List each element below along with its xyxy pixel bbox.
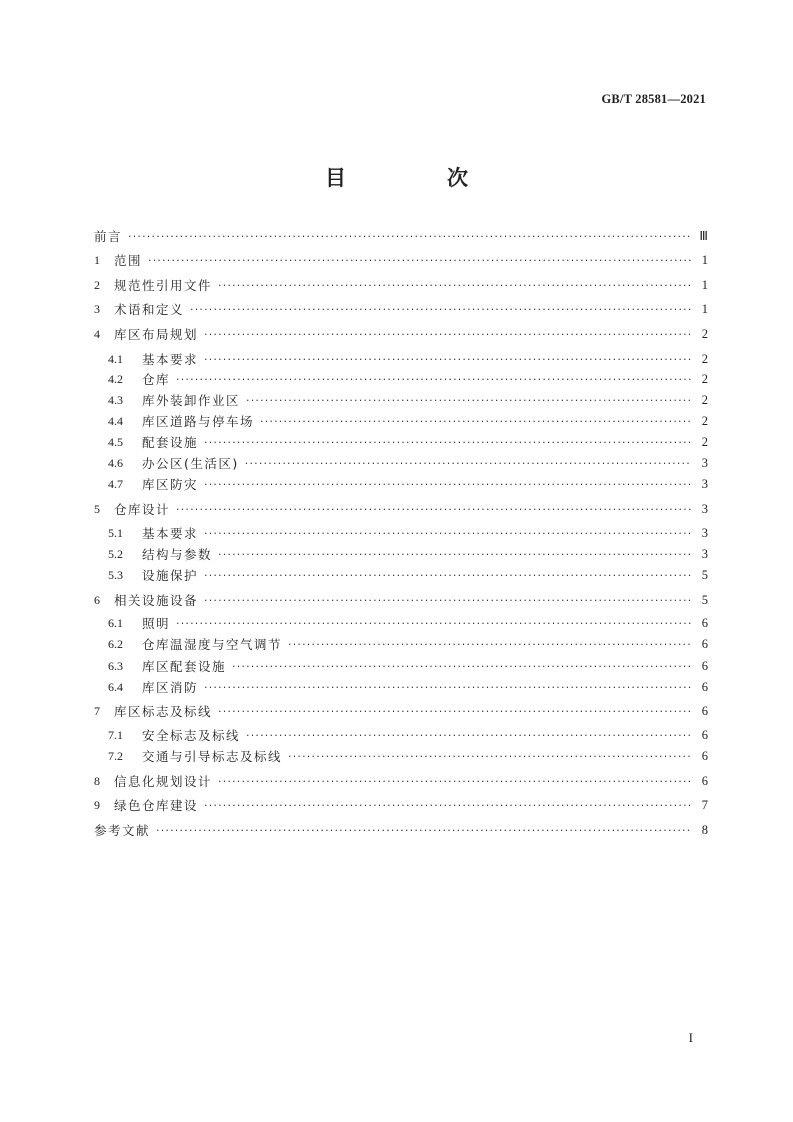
toc-entry-title: 信息化规划设计 [114,774,213,789]
toc-entry-title: 基本要求 [142,352,199,367]
toc-leader-dots [246,395,692,406]
toc-entry-title: 范围 [114,253,143,268]
toc-entry-number: 4.6 [108,455,123,470]
toc-entry[interactable] [94,634,708,654]
toc-title: 目 次 [325,166,508,190]
toc-entry-number: 1 [94,252,100,267]
toc-leader-dots [232,661,692,672]
toc-entry[interactable] [94,677,708,697]
toc-entry[interactable] [94,523,708,543]
toc-entry-title: 术语和定义 [114,302,185,317]
toc-entry-number: 4.1 [108,351,123,366]
toc-entry-title: 基本要求 [142,526,199,541]
toc-entry-number: 4.2 [108,371,123,386]
toc-entry-title: 库区布局规划 [114,327,199,342]
toc-entry-title: 库区配套设施 [142,659,227,674]
toc-entry-title: 相关设施设备 [114,593,199,608]
toc-entry-number: 5.1 [108,525,123,540]
toc-entry-page: 2 [701,434,708,449]
toc-entry-title: 绿色仓库建设 [114,798,199,813]
toc-leader-dots [176,504,692,515]
toc-entry-page: 1 [701,252,708,267]
toc-leader-dots [218,280,692,291]
toc-leader-dots [190,304,692,315]
toc-entry[interactable] [94,453,708,473]
toc-leader-dots [288,751,692,762]
toc-entry[interactable] [94,565,708,585]
toc-entry-title: 库区标志及标线 [114,704,213,719]
toc-entry-page: 2 [701,351,708,366]
toc-entry[interactable] [94,411,708,431]
toc-entry-title: 库区防灾 [142,477,199,492]
toc-entry-number: 5.3 [108,567,123,582]
toc-leader-dots [218,549,692,560]
toc-entry-title: 仓库 [142,372,171,387]
toc-entry-page: Ⅲ [699,229,708,243]
toc-entry-page: 3 [701,476,708,491]
toc-leader-dots [218,776,692,787]
toc-entry-number: 6 [94,592,100,607]
toc-entry[interactable] [94,656,708,676]
toc-entry-title: 设施保护 [142,568,199,583]
toc-entry[interactable] [94,226,708,246]
toc-entry-title: 参考文献 [94,823,151,838]
toc-entry-title: 仓库设计 [114,502,171,517]
toc-entry-title: 办公区(生活区) [142,456,239,471]
toc-leader-dots [204,682,692,693]
toc-entry-page: 2 [701,392,708,407]
toc-entry-number: 9 [94,797,100,812]
toc-entry-title: 库区消防 [142,680,199,695]
toc-entry-page: 6 [701,727,708,742]
toc-entry[interactable] [94,499,708,519]
toc-entry-page: 6 [701,679,708,694]
toc-entry[interactable] [94,590,708,610]
toc-leader-dots [176,374,692,385]
toc-entry-page: 7 [701,797,708,812]
toc-entry-title: 结构与参数 [142,547,213,562]
toc-entry-page: 6 [701,748,708,763]
toc-entry-page: 1 [701,277,708,292]
toc-entry-number: 3 [94,301,100,316]
toc-entry-title: 库外装卸作业区 [142,393,241,408]
toc-entry-number: 6.3 [108,658,123,673]
toc-entry-number: 4.5 [108,434,123,449]
toc-entry-number: 4.4 [108,413,123,428]
toc-entry-page: 3 [701,455,708,470]
toc-entry-number: 6.1 [108,615,123,630]
toc-entry-page: 3 [701,546,708,561]
toc-entry[interactable] [94,369,708,389]
toc-entry-number: 8 [94,773,100,788]
toc-entry-title: 库区道路与停车场 [142,414,255,429]
toc-leader-dots [156,825,692,836]
toc-leader-dots [204,479,692,490]
toc-leader-dots [204,595,692,606]
toc-entry[interactable] [94,613,708,633]
toc-entry-page: 6 [701,636,708,651]
toc-entry-page: 5 [701,592,708,607]
toc-entry[interactable] [94,324,708,344]
toc-entry[interactable] [94,725,708,745]
toc-entry-page: 2 [701,326,708,341]
toc-entry[interactable] [94,701,708,721]
toc-entry-page: 6 [701,658,708,673]
toc-entry-number: 4.7 [108,476,123,491]
toc-entry-title: 照明 [142,616,171,631]
toc-entry[interactable] [94,299,708,319]
toc-entry[interactable] [94,390,708,410]
toc-leader-dots [176,618,692,629]
toc-entry-page: 8 [701,822,708,837]
toc-entry-number: 7.2 [108,748,123,763]
toc-entry-title: 配套设施 [142,435,199,450]
toc-entry-page: 6 [701,703,708,718]
toc-entry[interactable] [94,275,708,295]
toc-leader-dots [245,458,692,469]
toc-leader-dots [246,730,692,741]
toc-leader-dots [204,528,692,539]
toc-entry-title: 仓库温湿度与空气调节 [142,637,283,652]
toc-leader-dots [260,416,692,427]
toc-entry-number: 4 [94,326,100,341]
toc-entry[interactable] [94,771,708,791]
toc-entry-page: 6 [701,615,708,630]
toc-entry-title: 规范性引用文件 [114,278,213,293]
toc-entry[interactable] [94,544,708,564]
toc-entry-page: 6 [701,773,708,788]
toc-entry[interactable] [94,746,708,766]
toc-entry-number: 6.4 [108,679,123,694]
toc-leader-dots [148,255,692,266]
toc-entry-page: 2 [701,371,708,386]
toc-entry[interactable] [94,250,708,270]
toc-entry-number: 7.1 [108,727,123,742]
toc-entry-title: 前言 [94,229,123,244]
toc-leader-dots [288,639,692,650]
toc-entry-page: 3 [701,501,708,516]
toc-entry-page: 1 [701,301,708,316]
toc-entry-page: 2 [701,413,708,428]
toc-entry-number: 4.3 [108,392,123,407]
toc-entry-number: 6.2 [108,636,123,651]
page-number: I [688,1030,693,1045]
toc-entry[interactable] [94,795,708,815]
toc-leader-dots [204,329,692,340]
toc-entry[interactable] [94,820,708,840]
toc-entry[interactable] [94,349,708,369]
toc-entry-page: 3 [701,525,708,540]
toc-entry-number: 5.2 [108,546,123,561]
toc-entry-title: 交通与引导标志及标线 [142,749,283,764]
toc-leader-dots [204,800,692,811]
toc-entry-number: 2 [94,277,100,292]
toc-leader-dots [204,570,692,581]
toc-entry[interactable] [94,474,708,494]
toc-entry-page: 5 [701,567,708,582]
toc-leader-dots [128,231,692,242]
toc-entry-title: 安全标志及标线 [142,728,241,743]
toc-entry[interactable] [94,432,708,452]
toc-entry-number: 5 [94,501,100,516]
standard-code: GB/T 28581—2021 [601,92,706,106]
toc-leader-dots [204,437,692,448]
toc-leader-dots [204,354,692,365]
toc-leader-dots [218,706,692,717]
toc-entry-number: 7 [94,703,100,718]
